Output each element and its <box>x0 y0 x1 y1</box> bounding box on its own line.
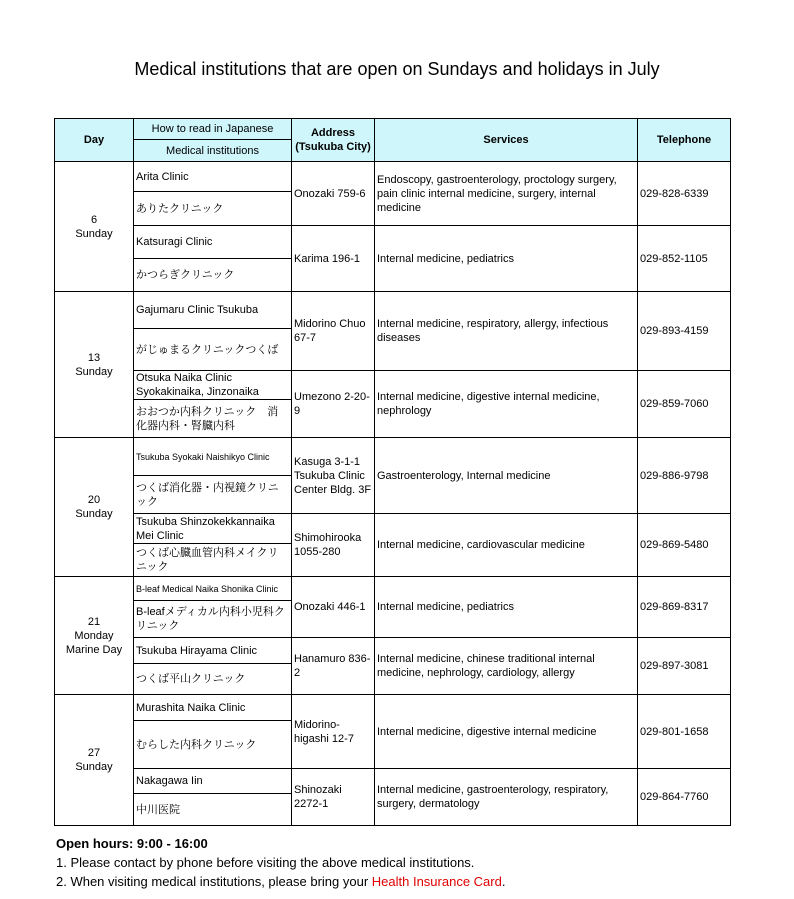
clinic-name-jp: ありたクリニック <box>134 192 292 226</box>
day-6 <box>55 162 134 292</box>
clinic-name-jp: つくば心臓血管内科メイクリニック <box>134 544 292 577</box>
clinic-address: Midorino Chuo 67-7 <box>292 292 375 371</box>
clinic-services: Internal medicine, cardiovascular medicine <box>375 514 638 577</box>
clinic-services: Gastroenterology, Internal medicine <box>375 438 638 514</box>
clinic-name-jp: つくば平山クリニック <box>134 664 292 695</box>
clinic-services: Internal medicine, pediatrics <box>375 226 638 292</box>
day-20 <box>55 438 134 577</box>
note-2-end: . <box>501 874 506 889</box>
clinic-address: Shimohirooka 1055-280 <box>292 514 375 577</box>
clinic-address: Karima 196-1 <box>292 226 375 292</box>
clinic-name-jp: かつらぎクリニック <box>134 259 292 292</box>
clinic-address: Midorino-higashi 12-7 <box>292 695 375 769</box>
clinic-name-en: Gajumaru Clinic Tsukuba <box>134 292 292 329</box>
clinic-name-jp: がじゅまるクリニックつくば <box>134 329 292 371</box>
day-label: Sunday <box>75 227 113 240</box>
clinic-services: Endoscopy, gastroenterology, proctology surgery, pain clinic internal medicine, surgery, internal medicine <box>375 162 638 226</box>
clinic-name-jp: 中川医院 <box>134 794 292 826</box>
clinic-telephone: 029-869-8317 <box>638 577 731 638</box>
day-number: 21 <box>87 615 101 628</box>
day-label: Sunday <box>75 761 113 773</box>
clinic-name-en: Katsuragi Clinic <box>134 226 292 259</box>
schedule-table <box>54 118 731 826</box>
header-institution: Medical institutions <box>134 140 292 162</box>
day-number: 13 <box>87 351 101 364</box>
clinic-telephone: 029-869-5480 <box>638 514 731 577</box>
day-number: 27 <box>87 747 101 759</box>
clinic-address: Shinozaki 2272-1 <box>292 769 375 826</box>
clinic-address: Kasuga 3-1-1 Tsukuba Clinic Center Bldg. 3F <box>292 438 375 514</box>
clinic-name-jp: おおつか内科クリニック 消化器内科・腎臓内科 <box>134 400 292 438</box>
clinic-telephone: 029-852-1105 <box>638 226 731 292</box>
clinic-address: Umezono 2-20-9 <box>292 371 375 438</box>
header-telephone: Telephone <box>638 119 731 162</box>
clinic-name-en: Nakagawa Iin <box>134 769 292 794</box>
clinic-address: Onozaki 759-6 <box>292 162 375 226</box>
clinic-name-en: Tsukuba Hirayama Clinic <box>134 638 292 664</box>
day-number: 20 <box>87 494 101 506</box>
clinic-name-jp: むらした内科クリニック <box>134 721 292 769</box>
clinic-telephone: 029-893-4159 <box>638 292 731 371</box>
clinic-name-en: Arita Clinic <box>134 162 292 192</box>
clinic-telephone: 029-859-7060 <box>638 371 731 438</box>
clinic-services: Internal medicine, digestive internal medicine, nephrology <box>375 371 638 438</box>
day-27 <box>55 695 134 826</box>
header-day: Day <box>55 119 134 162</box>
page-title: Medical institutions that are open on Sundays and holidays in July <box>134 59 660 79</box>
day-21 <box>55 577 134 695</box>
clinic-name-jp: B-leafメディカル内科小児科クリニック <box>134 601 292 638</box>
note-2 <box>56 872 505 891</box>
clinic-name-en: Otsuka Naika Clinic Syokakinaika, Jinzonaika <box>134 371 292 400</box>
day-13 <box>55 292 134 438</box>
clinic-telephone: 029-801-1658 <box>638 695 731 769</box>
clinic-name-jp: つくば消化器・内視鏡クリニック <box>134 476 292 514</box>
header-address: Address (Tsukuba City) <box>292 119 375 162</box>
health-insurance-card-highlight: Health Insurance Card <box>371 874 502 889</box>
header-services: Services <box>375 119 638 162</box>
day-number: 6 <box>90 213 98 226</box>
day-label: Sunday <box>75 508 113 520</box>
clinic-services: Internal medicine, gastroenterology, respiratory, surgery, dermatology <box>375 769 638 826</box>
clinic-name-en: Murashita Naika Clinic <box>134 695 292 721</box>
clinic-name-en: Tsukuba Syokaki Naishikyo Clinic <box>134 438 292 476</box>
clinic-name-en: B-leaf Medical Naika Shonika Clinic <box>134 577 292 601</box>
open-hours: Open hours: 9:00 - 16:00 <box>56 836 208 851</box>
clinic-telephone: 029-828-6339 <box>638 162 731 226</box>
clinic-address: Hanamuro 836-2 <box>292 638 375 695</box>
clinic-telephone: 029-886-9798 <box>638 438 731 514</box>
note-1: 1. Please contact by phone before visiting the above medical institutions. <box>56 855 475 870</box>
header-read-japanese: How to read in Japanese <box>134 119 292 140</box>
note-2-text: 2. When visiting medical institutions, please bring your <box>56 874 372 889</box>
clinic-name-en: Tsukuba Shinzokekkannaika Mei Clinic <box>134 514 292 544</box>
notes-section <box>56 834 505 891</box>
clinic-telephone: 029-897-3081 <box>638 638 731 695</box>
day-label: Monday <box>74 629 114 642</box>
clinic-services: Internal medicine, chinese traditional internal medicine, nephrology, cardiology, allergy <box>375 638 638 695</box>
holiday-label: Marine Day <box>65 643 123 656</box>
clinic-services: Internal medicine, pediatrics <box>375 577 638 638</box>
clinic-services: Internal medicine, respiratory, allergy, infectious diseases <box>375 292 638 371</box>
clinic-services: Internal medicine, digestive internal medicine <box>375 695 638 769</box>
clinic-address: Onozaki 446-1 <box>292 577 375 638</box>
clinic-telephone: 029-864-7760 <box>638 769 731 826</box>
day-label: Sunday <box>75 365 113 378</box>
